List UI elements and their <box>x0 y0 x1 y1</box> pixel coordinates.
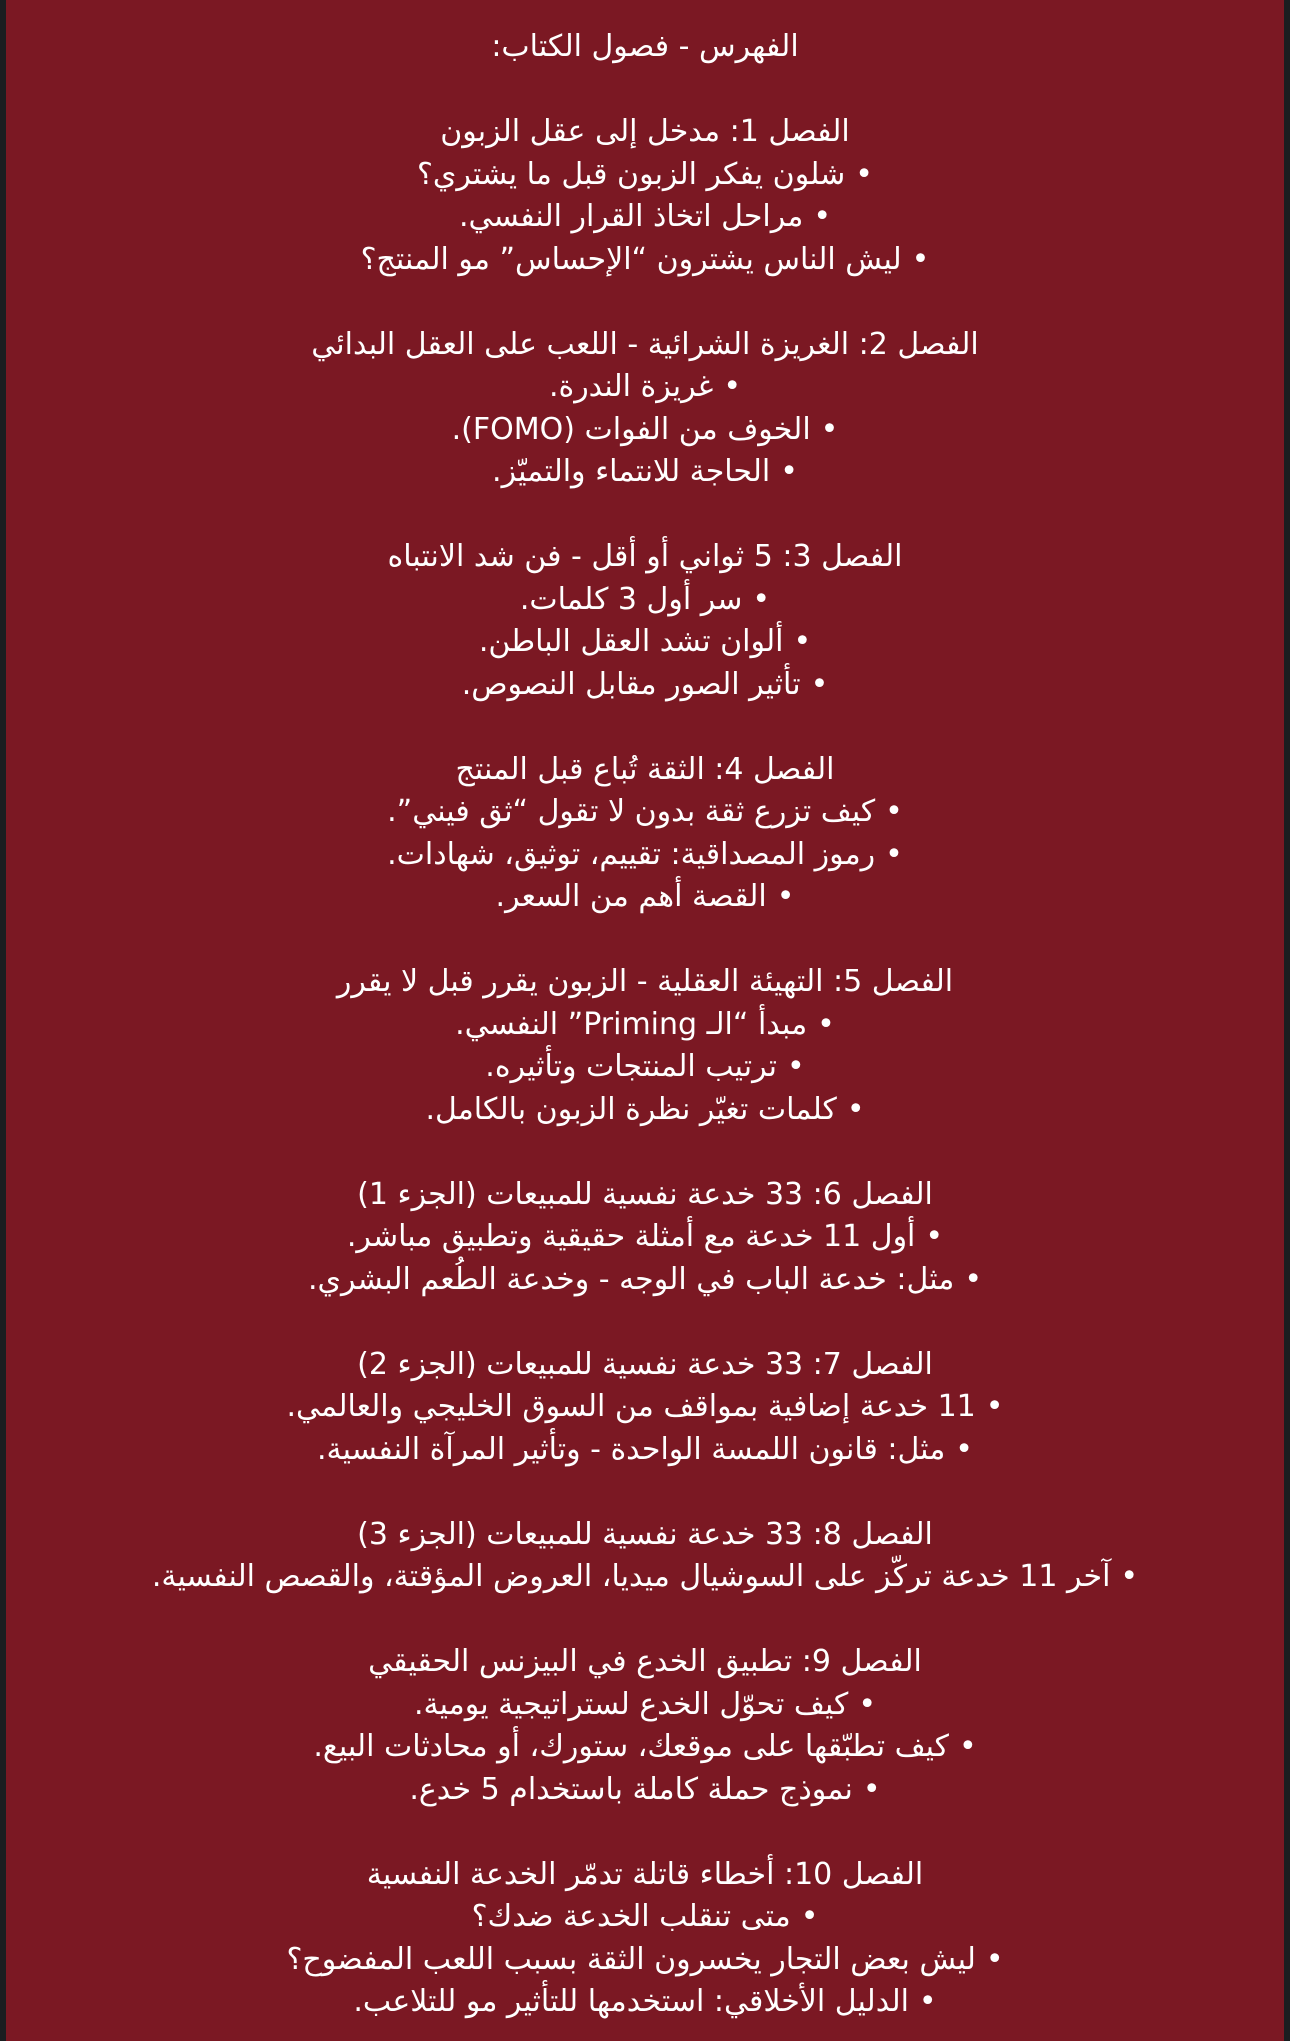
chapter-item-list <box>6 791 1284 919</box>
bullet-icon: • <box>793 624 812 659</box>
list-item <box>6 834 1284 877</box>
bullet-icon: • <box>885 794 903 829</box>
list-item <box>6 1896 1284 1939</box>
list-item-text: رموز المصداقية: تقييم، توثيق، شهادات. <box>387 836 876 872</box>
bullet-icon: • <box>918 1984 937 2019</box>
list-item-text: آخر 11 خدعة تركّز على السوشيال ميديا، العروض المؤقتة، والقصص النفسية. <box>151 1559 1111 1594</box>
chapter-heading: الفصل 5: التهيئة العقلية - الزبون يقرر قبل لا يقرر <box>336 964 954 999</box>
chapter-item-list <box>6 1216 1284 1301</box>
bullet-icon: • <box>787 1049 805 1084</box>
bullet-icon: • <box>780 454 798 489</box>
list-item <box>6 1556 1284 1599</box>
list-item <box>6 1089 1284 1132</box>
list-item <box>6 154 1284 197</box>
bullet-icon: • <box>776 879 795 914</box>
chapter-item-list <box>6 154 1284 282</box>
list-item-text: كيف تزرع ثقة بدون لا تقول “ثق فيني”. <box>387 794 876 829</box>
list-item <box>6 664 1284 707</box>
chapter-item-list <box>6 1896 1284 2024</box>
list-item-text: مراحل اتخاذ القرار النفسي. <box>458 199 804 234</box>
list-item-text: ألوان تشد العقل الباطن. <box>478 624 784 659</box>
list-item <box>6 451 1284 494</box>
list-item-text: أول 11 خدعة مع أمثلة حقيقية وتطبيق مباشر. <box>346 1219 916 1254</box>
bullet-icon: • <box>1120 1559 1139 1594</box>
list-item-text: ليش الناس يشترون “الإحساس” مو المنتج؟ <box>360 241 902 277</box>
bullet-icon: • <box>817 1006 835 1042</box>
list-item <box>6 579 1284 622</box>
list-item <box>6 409 1284 452</box>
chapter-section <box>6 1514 1284 1599</box>
list-item <box>6 239 1284 282</box>
list-item-text: مبدأ “الـ Priming” النفسي. <box>455 1006 808 1042</box>
bullet-icon: • <box>820 411 839 447</box>
chapter-heading: الفصل 9: تطبيق الخدع في البيزنس الحقيقي <box>368 1644 922 1679</box>
bullet-icon: • <box>723 369 742 404</box>
bullet-icon: • <box>885 836 903 872</box>
chapter-heading: الفصل 4: الثقة تُباع قبل المنتج <box>455 751 835 787</box>
list-item-text: مثل: خدعة الباب في الوجه - وخدعة الطُعم البشري. <box>307 1261 955 1297</box>
list-item-text: مثل: قانون اللمسة الواحدة - وتأثير المرآة النفسية. <box>316 1431 946 1467</box>
chapter-item-list <box>6 366 1284 494</box>
chapter-list <box>6 111 1284 2024</box>
list-item-text: 11 خدعة إضافية بمواقف من السوق الخليجي والعالمي. <box>286 1389 976 1424</box>
list-item-text: تأثير الصور مقابل النصوص. <box>461 666 801 702</box>
chapter-heading: الفصل 10: أخطاء قاتلة تدمّر الخدعة النفسية <box>366 1856 924 1892</box>
chapter-section <box>6 749 1284 919</box>
list-item-text: شلون يفكر الزبون قبل ما يشتري؟ <box>417 156 846 192</box>
list-item-text: سر أول 3 كلمات. <box>519 581 743 617</box>
list-item-text: كيف تطبّقها على موقعك، ستورك، أو محادثات البيع. <box>313 1729 949 1764</box>
bullet-icon: • <box>855 156 873 192</box>
bullet-icon: • <box>800 1899 819 1934</box>
list-item <box>6 196 1284 239</box>
list-item-text: الخوف من الفوات (FOMO). <box>451 411 811 447</box>
bullet-icon: • <box>858 1686 877 1722</box>
page-title: الفهرس - فصول الكتاب: <box>491 29 799 64</box>
chapter-item-list <box>6 1556 1284 1599</box>
chapter-item-list <box>6 579 1284 707</box>
chapter-heading: الفصل 3: 5 ثواني أو أقل - فن شد الانتباه <box>387 539 903 574</box>
list-item-text: كيف تحوّل الخدع لستراتيجية يومية. <box>413 1686 849 1722</box>
bullet-icon: • <box>985 1941 1004 1977</box>
bullet-icon: • <box>862 1771 881 1807</box>
list-item-text: الحاجة للانتماء والتميّز. <box>492 454 771 489</box>
chapter-section <box>6 111 1284 281</box>
list-item-text: متى تنقلب الخدعة ضدك؟ <box>471 1899 791 1934</box>
chapter-heading: الفصل 7: 33 خدعة نفسية للمبيعات (الجزء 2) <box>357 1346 933 1382</box>
list-item-text: ترتيب المنتجات وتأثيره. <box>485 1049 777 1084</box>
chapter-heading: الفصل 2: الغريزة الشرائية - اللعب على العقل البدائي <box>311 326 979 362</box>
bullet-icon: • <box>925 1219 944 1254</box>
chapter-section <box>6 536 1284 706</box>
chapter-item-list <box>6 1004 1284 1132</box>
list-item <box>6 1726 1284 1769</box>
list-item-text: ليش بعض التجار يخسرون الثقة بسبب اللعب المفضوح؟ <box>286 1941 976 1977</box>
bullet-icon: • <box>911 241 930 277</box>
bullet-icon: • <box>964 1261 983 1297</box>
chapter-heading: الفصل 8: 33 خدعة نفسية للمبيعات (الجزء 3) <box>357 1516 933 1552</box>
list-item <box>6 1386 1284 1429</box>
list-item-text: نموذج حملة كاملة باستخدام 5 خدع. <box>409 1771 853 1807</box>
chapter-section <box>6 1174 1284 1302</box>
bullet-icon: • <box>813 199 832 234</box>
list-item-text: الدليل الأخلاقي: استخدمها للتأثير مو للتلاعب. <box>353 1984 909 2019</box>
table-of-contents <box>6 0 1284 2041</box>
list-item <box>6 366 1284 409</box>
list-item <box>6 1769 1284 1812</box>
chapter-heading: الفصل 6: 33 خدعة نفسية للمبيعات (الجزء 1) <box>357 1176 933 1212</box>
list-item <box>6 1004 1284 1047</box>
bullet-icon: • <box>752 581 771 617</box>
bullet-icon: • <box>958 1729 977 1764</box>
chapter-item-list <box>6 1684 1284 1812</box>
list-item <box>6 876 1284 919</box>
chapter-section <box>6 324 1284 494</box>
list-item-text: كلمات تغيّر نظرة الزبون بالكامل. <box>425 1091 837 1127</box>
list-item <box>6 1939 1284 1982</box>
chapter-section <box>6 961 1284 1131</box>
bullet-icon: • <box>846 1091 865 1127</box>
list-item-text: غريزة الندرة. <box>548 369 714 404</box>
list-item <box>6 1981 1284 2024</box>
list-item <box>6 1259 1284 1302</box>
bullet-icon: • <box>810 666 829 702</box>
list-item <box>6 621 1284 664</box>
chapter-section <box>6 1344 1284 1472</box>
bullet-icon: • <box>985 1389 1004 1424</box>
list-item <box>6 1684 1284 1727</box>
chapter-heading: الفصل 1: مدخل إلى عقل الزبون <box>440 114 850 149</box>
chapter-section <box>6 1854 1284 2024</box>
bullet-icon: • <box>955 1431 973 1467</box>
list-item <box>6 791 1284 834</box>
chapter-item-list <box>6 1386 1284 1471</box>
list-item-text: القصة أهم من السعر. <box>495 879 767 914</box>
list-item <box>6 1046 1284 1089</box>
list-item <box>6 1429 1284 1472</box>
chapter-section <box>6 1641 1284 1811</box>
list-item <box>6 1216 1284 1259</box>
